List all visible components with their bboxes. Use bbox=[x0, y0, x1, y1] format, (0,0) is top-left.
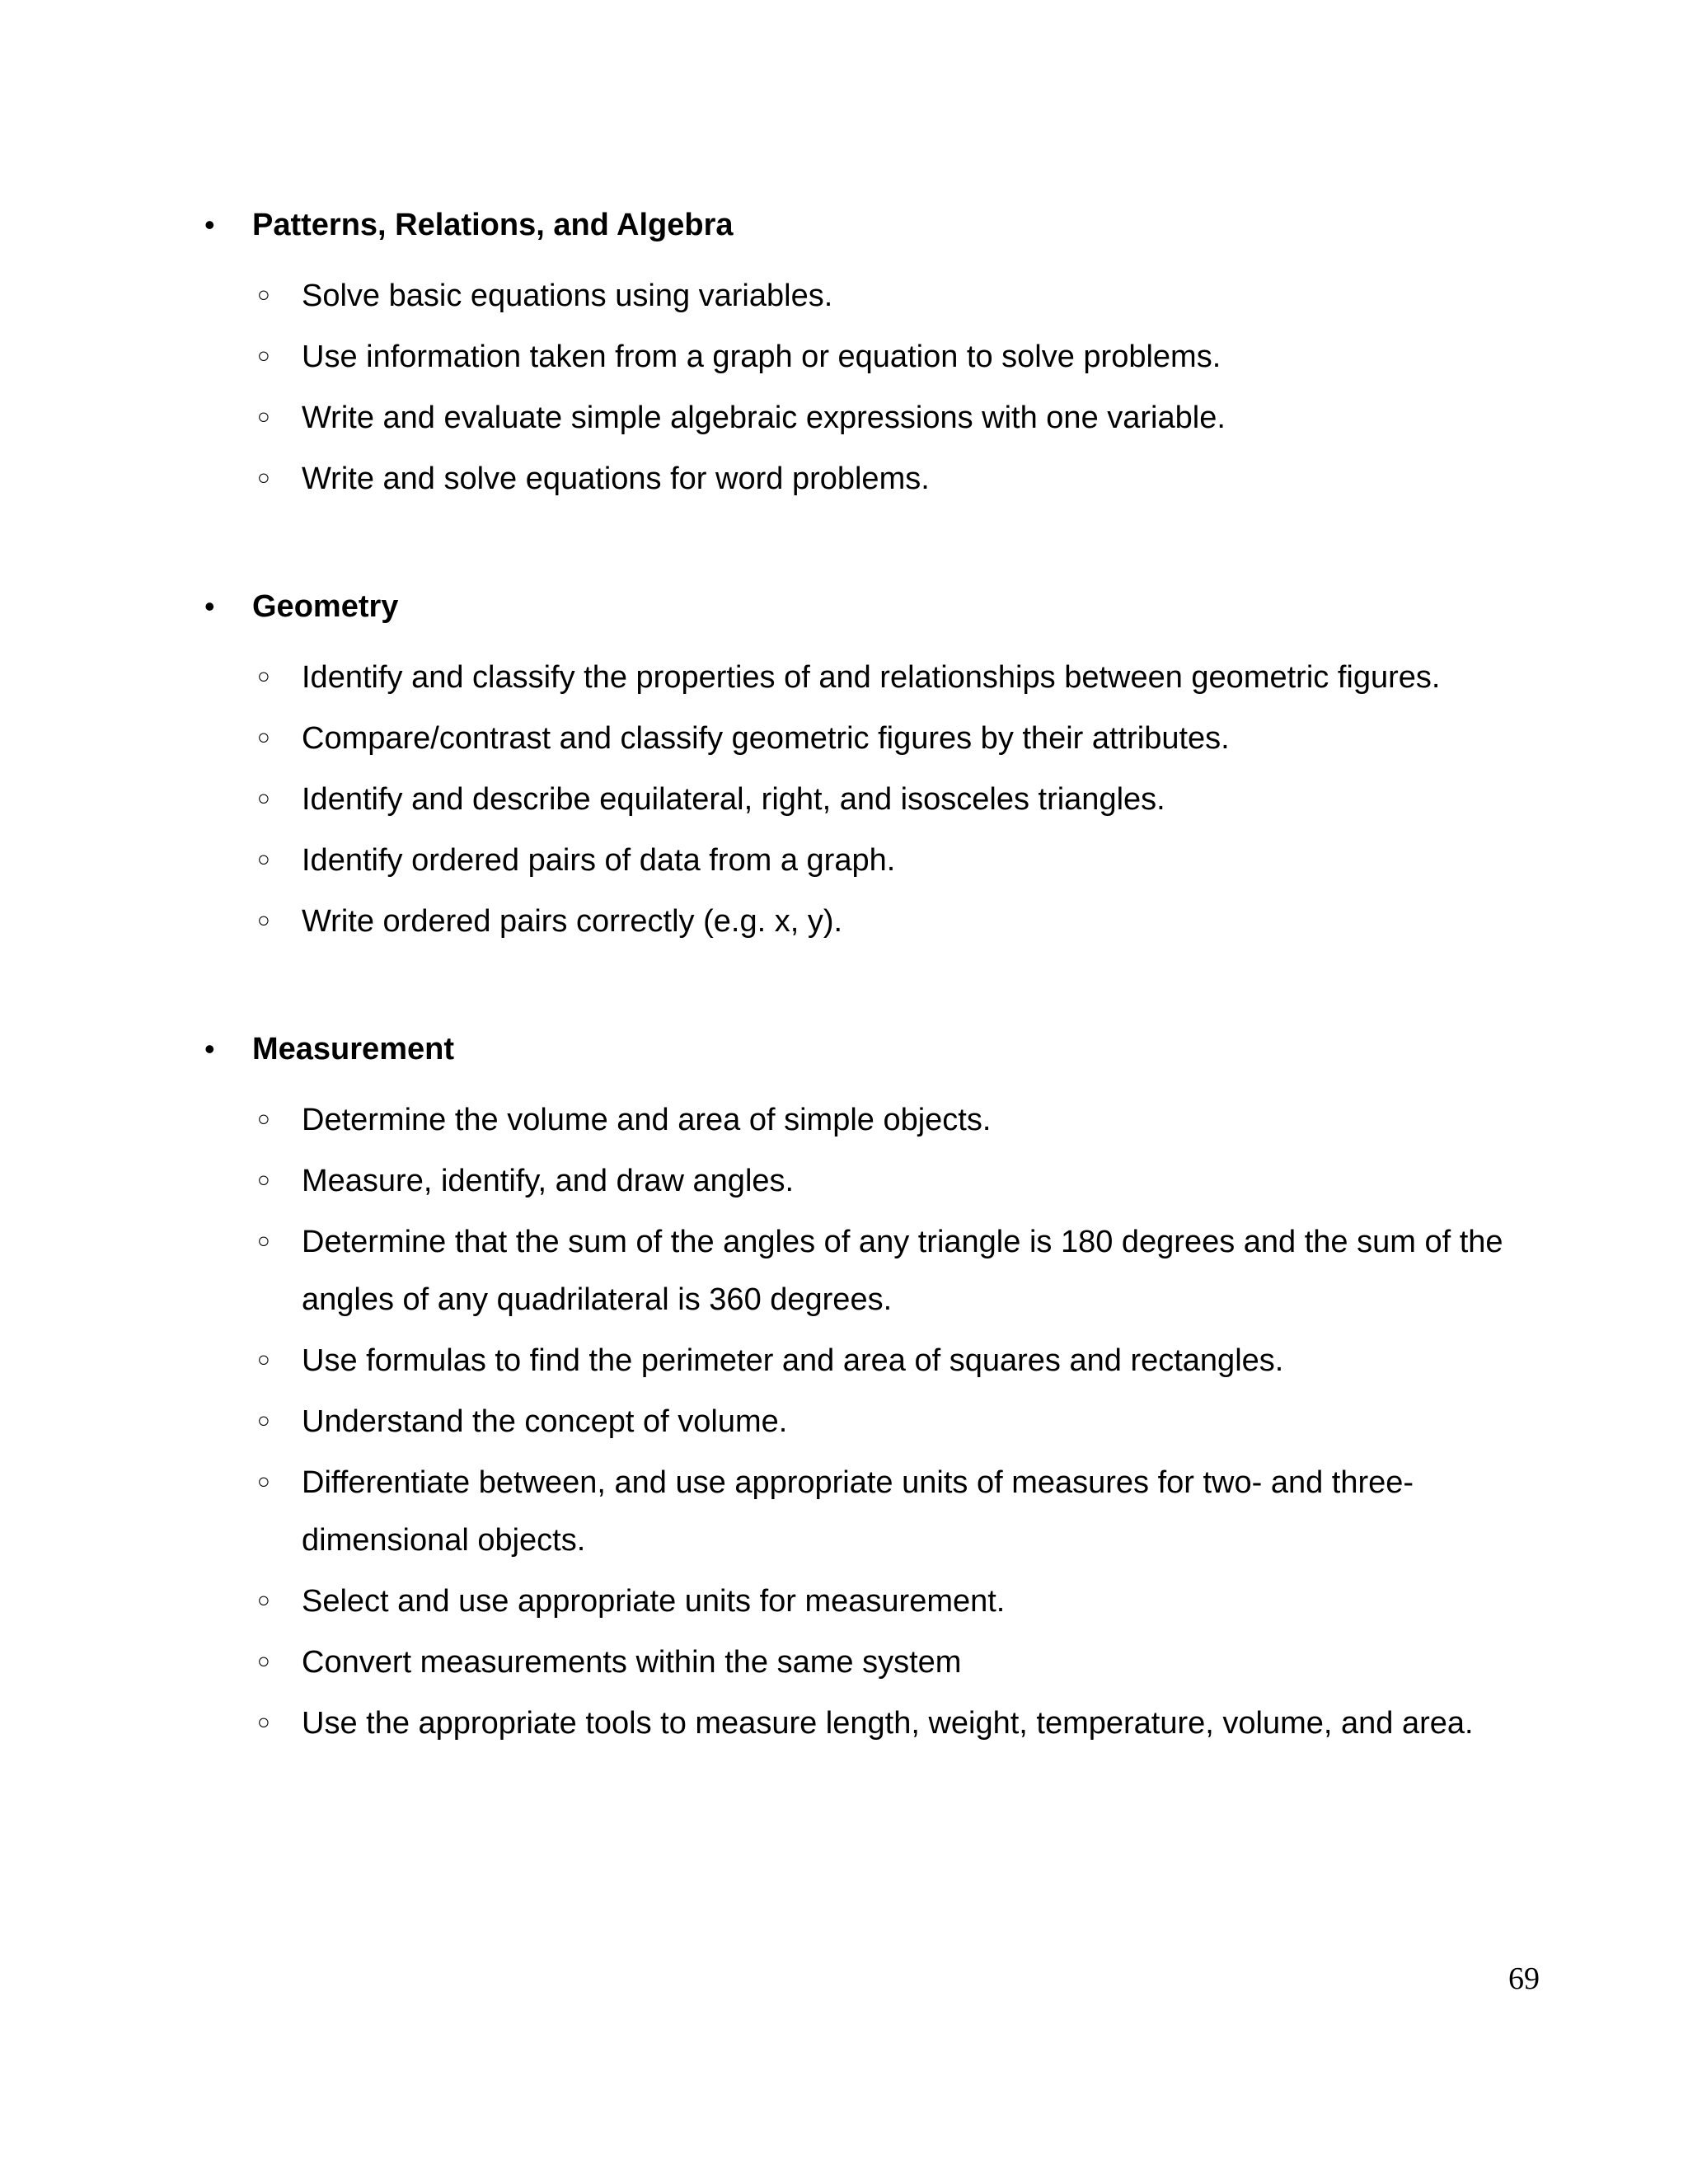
section-heading-text: Measurement bbox=[252, 1032, 454, 1066]
list-item: ○ Write and solve equations for word problems. bbox=[302, 450, 1533, 508]
circle-bullet-icon: ○ bbox=[257, 1167, 270, 1192]
list-item: ○ Select and use appropriate units for measurement. bbox=[302, 1572, 1533, 1630]
section-heading-text: Geometry bbox=[252, 589, 399, 624]
section-geometry bbox=[198, 588, 1533, 950]
bullet-icon: • bbox=[204, 589, 215, 623]
circle-bullet-icon: ○ bbox=[257, 465, 270, 490]
list-item: ○ Differentiate between, and use appropriate units of measures for two- and three-dimensional objects. bbox=[302, 1454, 1533, 1569]
circle-bullet-icon: ○ bbox=[257, 785, 270, 810]
bullet-icon: • bbox=[204, 208, 215, 241]
objective-list bbox=[198, 1091, 1533, 1752]
list-item: ○ Identify ordered pairs of data from a graph. bbox=[302, 832, 1533, 889]
bullet-icon: • bbox=[204, 1032, 215, 1066]
objective-list bbox=[198, 267, 1533, 508]
list-item: ○ Determine that the sum of the angles of any triangle is 180 degrees and the sum of the angles of any quadrilateral is 360 degrees. bbox=[302, 1213, 1533, 1329]
circle-bullet-icon: ○ bbox=[257, 724, 270, 749]
list-item: ○ Write and evaluate simple algebraic expressions with one variable. bbox=[302, 389, 1533, 447]
circle-bullet-icon: ○ bbox=[257, 1469, 270, 1493]
list-item: ○ Identify and describe equilateral, right, and isosceles triangles. bbox=[302, 771, 1533, 828]
section-heading bbox=[198, 588, 1533, 626]
list-item: ○ Measure, identify, and draw angles. bbox=[302, 1152, 1533, 1210]
circle-bullet-icon: ○ bbox=[257, 663, 270, 688]
circle-bullet-icon: ○ bbox=[257, 1106, 270, 1131]
page-number: 69 bbox=[1508, 1961, 1540, 1996]
circle-bullet-icon: ○ bbox=[257, 846, 270, 871]
circle-bullet-icon: ○ bbox=[257, 1587, 270, 1612]
objective-list bbox=[198, 649, 1533, 950]
list-item: ○ Write ordered pairs correctly (e.g. x, y). bbox=[302, 893, 1533, 950]
list-item: ○ Use information taken from a graph or equation to solve problems. bbox=[302, 328, 1533, 386]
circle-bullet-icon: ○ bbox=[257, 907, 270, 932]
section-heading-text: Patterns, Relations, and Algebra bbox=[252, 208, 734, 242]
section-heading bbox=[198, 206, 1533, 244]
circle-bullet-icon: ○ bbox=[257, 1347, 270, 1371]
list-item: ○ Identify and classify the properties of and relationships between geometric figures. bbox=[302, 649, 1533, 706]
section-heading bbox=[198, 1030, 1533, 1068]
circle-bullet-icon: ○ bbox=[257, 282, 270, 307]
section-patterns-relations-algebra bbox=[198, 206, 1533, 508]
list-item: ○ Determine the volume and area of simple objects. bbox=[302, 1091, 1533, 1149]
circle-bullet-icon: ○ bbox=[257, 1709, 270, 1734]
page-content bbox=[198, 206, 1533, 1832]
list-item: ○ Use the appropriate tools to measure length, weight, temperature, volume, and area. bbox=[302, 1694, 1533, 1752]
list-item: ○ Solve basic equations using variables. bbox=[302, 267, 1533, 325]
section-measurement bbox=[198, 1030, 1533, 1752]
list-item: ○ Compare/contrast and classify geometric figures by their attributes. bbox=[302, 710, 1533, 767]
list-item: ○ Understand the concept of volume. bbox=[302, 1393, 1533, 1451]
circle-bullet-icon: ○ bbox=[257, 343, 270, 368]
list-item: ○ Convert measurements within the same system bbox=[302, 1633, 1533, 1691]
circle-bullet-icon: ○ bbox=[257, 1408, 270, 1432]
circle-bullet-icon: ○ bbox=[257, 1228, 270, 1253]
list-item: ○ Use formulas to find the perimeter and area of squares and rectangles. bbox=[302, 1332, 1533, 1390]
circle-bullet-icon: ○ bbox=[257, 1648, 270, 1673]
circle-bullet-icon: ○ bbox=[257, 404, 270, 429]
